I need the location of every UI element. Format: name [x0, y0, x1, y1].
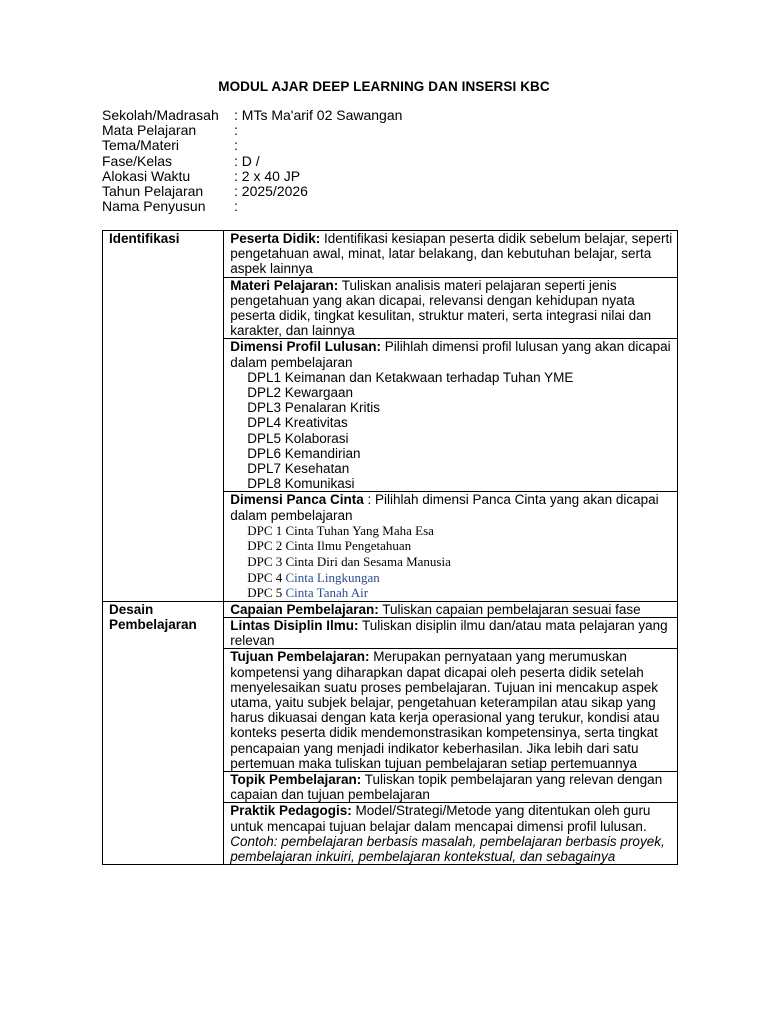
dpc-code: DPC 4 — [247, 569, 283, 585]
cell-dimensi-panca-cinta — [224, 492, 678, 601]
cell-text: Tuliskan capaian pembelajaran sesuai fase — [378, 601, 641, 617]
meta-label: Fase/Kelas — [102, 152, 173, 169]
list-item — [247, 570, 673, 586]
dpc-name: Cinta Diri dan Sesama Manusia — [282, 554, 451, 570]
list-item: DPL5 Kolaborasi — [247, 430, 349, 446]
meta-label: Nama Penyusun — [102, 198, 206, 215]
dpc-code: DPC 2 — [247, 538, 283, 554]
meta-row-school — [102, 108, 402, 123]
meta-value: : D / — [234, 152, 260, 169]
list-item: DPL2 Kewargaan — [247, 385, 354, 401]
cell-topik — [224, 772, 678, 803]
meta-value: : — [234, 137, 238, 154]
cell-label: Dimensi Profil Lulusan: — [230, 339, 381, 355]
list-item: DPL3 Penalaran Kritis — [247, 400, 381, 416]
list-item — [247, 585, 673, 601]
cell-label: Capaian Pembelajaran: — [230, 601, 379, 617]
dpc-code: DPC 3 — [247, 554, 283, 570]
cell-text: : Pilihlah dimensi Panca Cinta yang akan dicapai dalam pembelajaran — [230, 492, 659, 523]
cell-label: Materi Pelajaran: — [230, 277, 339, 293]
dpc-name: Cinta Tuhan Yang Maha Esa — [282, 522, 434, 538]
meta-value: : 2 x 40 JP — [234, 167, 301, 184]
dpc-code: DPC 1 — [247, 522, 283, 538]
cell-label: Lintas Disiplin Ilmu: — [230, 618, 359, 634]
dpc-name: Cinta Ilmu Pengetahuan — [282, 538, 412, 554]
cell-capaian — [224, 601, 678, 617]
list-item — [247, 554, 673, 570]
meta-row-author — [102, 199, 402, 214]
meta-value: : 2025/2026 — [234, 183, 308, 200]
meta-row-time — [102, 169, 402, 184]
dpl-list — [230, 370, 673, 492]
cell-label: Topik Pembelajaran: — [230, 772, 362, 788]
cell-lintas-disiplin — [224, 618, 678, 649]
list-item: DPL1 Keimanan dan Ketakwaan terhadap Tuhan YME — [247, 369, 574, 385]
list-item — [247, 538, 673, 554]
meta-label: Tahun Pelajaran — [102, 183, 204, 200]
dpc-list — [230, 523, 673, 601]
table-row — [103, 601, 678, 617]
cell-text: Tuliskan disiplin ilmu dan/atau mata pelajaran yang relevan — [230, 618, 668, 649]
cell-dimensi-profil — [224, 339, 678, 492]
meta-value: : — [234, 198, 238, 215]
cell-text: Tuliskan analisis materi pelajaran seperti jenis pengetahuan yang akan dicapai, relevansi dengan kehidupan nyata peserta didik, tingkat kesulitan, struktur materi, serta integrasi nilai dan karakter, dan lainnya — [230, 277, 652, 339]
meta-value: : MTs Ma'arif 02 Sawangan — [234, 107, 403, 123]
meta-row-year — [102, 184, 402, 199]
module-table — [102, 230, 678, 865]
list-item — [247, 523, 673, 539]
dpc-name: Cinta Tanah Air — [282, 585, 369, 601]
table-row — [103, 231, 678, 278]
list-item: DPL6 Kemandirian — [247, 445, 361, 461]
cell-text: Tuliskan topik pembelajaran yang relevan dengan capaian dan tujuan pembelajaran — [230, 772, 663, 803]
document-title: MODUL AJAR DEEP LEARNING DAN INSERSI KBC — [218, 79, 550, 94]
cell-label: Praktik Pedagogis: — [230, 803, 352, 819]
cell-materi-pelajaran — [224, 277, 678, 339]
meta-row-phase — [102, 154, 402, 169]
list-item: DPL8 Komunikasi — [247, 476, 355, 492]
meta-label: Alokasi Waktu — [102, 167, 191, 184]
meta-row-theme — [102, 138, 402, 153]
dpc-name: Cinta Lingkungan — [282, 569, 380, 585]
section-heading-identifikasi: Identifikasi — [103, 231, 224, 602]
cell-label: Tujuan Pembelajaran: — [230, 649, 370, 665]
list-item: DPL7 Kesehatan — [247, 461, 350, 477]
cell-text: Merupakan pernyataan yang merumuskan kompetensi yang diharapkan dapat dicapai oleh peserta didik setelah menyelesaikan suatu proses pembelajaran. Tujuan ini mencakup aspek utama, yaitu subjek belajar, pengetahuan keterampilan atau sikap yang harus dikuasai dengan kata kerja operasional yang terukur, kondisi atau konteks peserta didik mendemonstrasikan kompetensinya, serta tingkat pencapaian yang menjadi indikator keberhasilan. Jika lebih dari satu pertemuan maka tuliskan tujuan pembelajaran setiap pertemuannya — [230, 649, 660, 771]
cell-tujuan — [224, 649, 678, 772]
meta-label: Sekolah/Madrasah — [102, 107, 219, 123]
meta-label: Tema/Materi — [102, 137, 180, 154]
cell-label: Dimensi Panca Cinta — [230, 492, 364, 508]
meta-value: : — [234, 122, 238, 139]
cell-praktik — [224, 803, 678, 865]
dpc-code: DPC 5 — [247, 585, 283, 601]
cell-label: Peserta Didik: — [230, 231, 321, 246]
cell-text: Pilihlah dimensi profil lulusan yang akan dicapai dalam pembelajaran — [230, 339, 671, 370]
meta-row-subject — [102, 123, 402, 138]
cell-peserta-didik — [224, 231, 678, 278]
cell-text: Identifikasi kesiapan peserta didik sebelum belajar, seperti pengetahuan awal, minat, latar belakang, dan kebutuhan belajar, serta aspek lainnya — [230, 231, 673, 277]
example-text: Contoh: pembelajaran berbasis masalah, pembelajaran berbasis proyek, pembelajaran inkuiri, pembelajaran kontekstual, dan sebagainya — [230, 833, 665, 865]
meta-label: Mata Pelajaran — [102, 122, 197, 139]
section-heading-desain: Desain Pembelajaran — [103, 601, 224, 864]
identity-block — [102, 108, 402, 214]
list-item: DPL4 Kreativitas — [247, 415, 348, 431]
cell-text: Model/Strategi/Metode yang ditentukan oleh guru untuk mencapai tujuan belajar dalam mencapai dimensi profil lulusan. — [230, 803, 651, 834]
